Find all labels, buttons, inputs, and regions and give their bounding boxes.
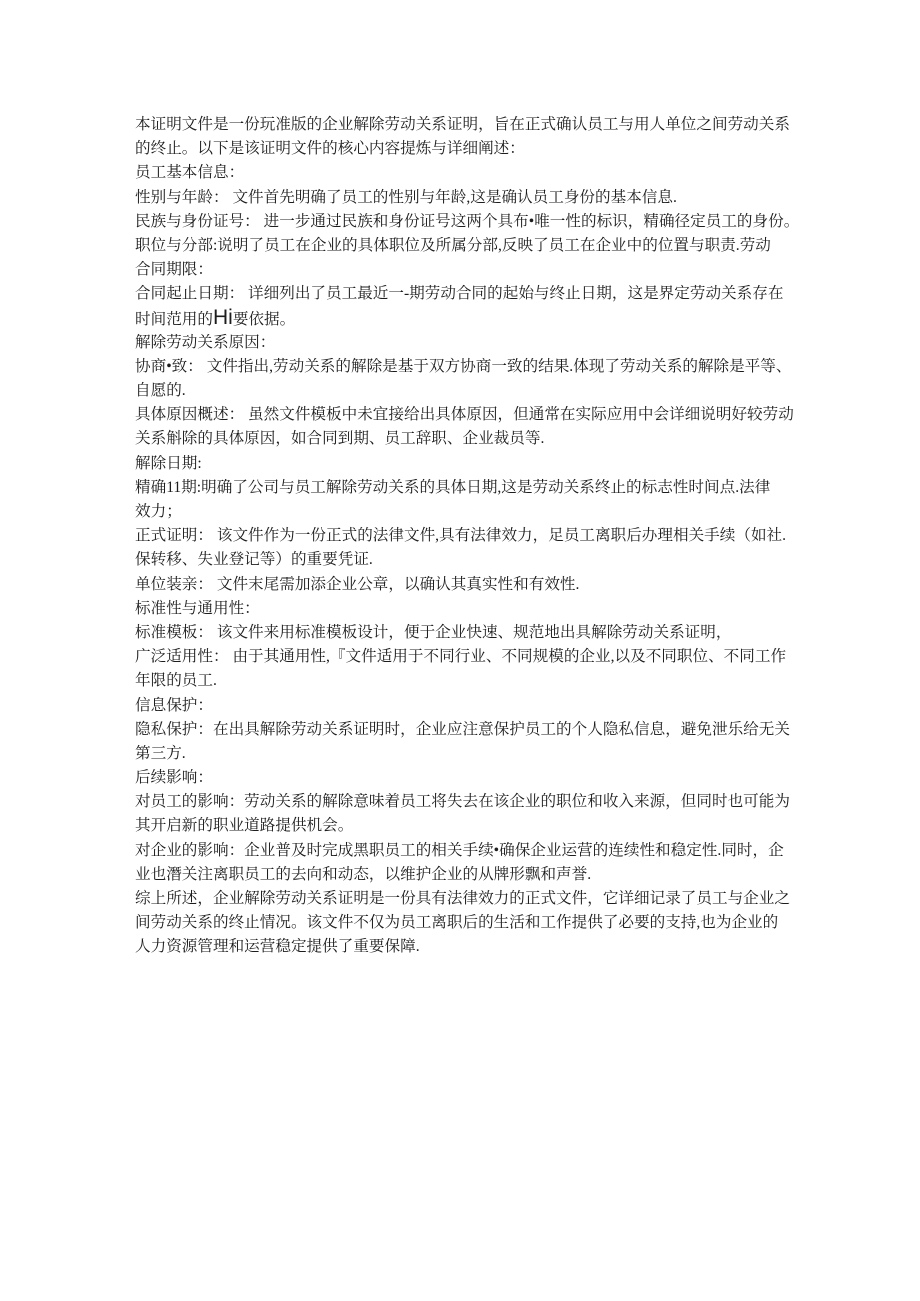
- text-line: 本证明文件是一份玩准版的企业解除劳动关系证明，旨在正式确认员工与用人单位之间劳动关系: [135, 116, 790, 133]
- text-line: 的终止。以下是该证明文件的核心内容提炼与详细阐述：: [135, 140, 525, 158]
- text-line: 第三方.: [135, 744, 186, 762]
- text-line: 信息保护：: [135, 696, 213, 714]
- text-line: 性别与年龄： 文件首先明确了员工的性别与年龄,这是确认员工身份的基本信息.: [135, 188, 677, 206]
- text-line: 具体原因概述： 虽然文件模板中未宜接给出具体原因，但通常在实际应用中会详细说明好较劳动: [135, 406, 794, 424]
- text-line: 业也潛关注离职员工的去向和动态，以维护企业的从牌形飘和声誉.: [135, 865, 592, 883]
- text-line: 正式证明： 该文件作为一份正式的法律文件,具有法律效力，足员工离职后办理相关手续（如社.: [135, 527, 787, 545]
- text-line: 单位装亲： 文件末尾需加添企业公章，以确认其真实性和有效性.: [135, 575, 580, 593]
- text-line: 员工基本信息：: [135, 164, 245, 182]
- text-line: 协商•致： 文件指出,劳动关系的解除是基于双方协商一致的结果.体现了劳动关系的解除是平等、: [135, 357, 792, 375]
- text-line: 职位与分部:说明了员工在企业的具体职位及所属分部,反映了员工在企业中的位置与职责.劳动: [135, 236, 771, 254]
- text-line: 间劳动关系的终止情况。该文件不仅为员工离职后的生活和工作提供了必要的支持,也为企业的: [135, 914, 779, 932]
- text-line: 保转移、失业登记等）的重要凭证.: [135, 551, 373, 569]
- document-body: [135, 113, 807, 960]
- text-line: 民族与身份证号： 进一步通过民族和身份证号这两个具布•唯一性的标识，精确径定员工的身份。: [135, 212, 800, 230]
- text-line: 解除日期:: [135, 454, 202, 472]
- text-line: 合同期限：: [135, 261, 213, 279]
- text-line: 对员工的影响：劳动关系的解除意味着员工将失去在该企业的职位和收入来源，但同时也可能为: [135, 793, 790, 811]
- text-line: 效力；: [135, 503, 182, 520]
- text-line: 广泛适用性： 由于其通用性,『文件适用于不同行业、不同规模的企业,以及不同职位、不同工作: [135, 648, 787, 666]
- text-line: 标准模板： 该文件来用标准模板设计，便于企业快速、规范地出具解除劳动关系证明，: [135, 623, 732, 641]
- text-line: 时间范用的Hi要依据。: [135, 305, 296, 329]
- inline-latin-large: Hi: [212, 305, 233, 329]
- text-line: 对企业的影响：企业普及时完成黑职员工的相关手续•确保企业运营的连续性和稳定性.同时，企: [135, 841, 784, 859]
- text-line: 年限的员工.: [135, 672, 217, 690]
- text-line: 综上所述，企业解除劳动关系证明是一份具有法律效力的正式文件，它详细记录了员工与企业之: [135, 890, 790, 907]
- text-line: 后续影响：: [135, 769, 213, 787]
- text-line: 合同起止日期： 详细列出了员工最近一-期劳动合同的起始与终止日期，这是界定劳动关系存在: [135, 285, 784, 303]
- text-line: 关系斛除的具体原因，如合同到期、员工辞职、企业裁员等.: [135, 430, 545, 448]
- text-line: 人力资源管理和运营稳定提供了重要保障.: [135, 938, 420, 956]
- text-line: 解除劳动关系原因：: [135, 333, 276, 351]
- text-line: 其开启新的职业道路提供机会。: [135, 817, 354, 835]
- text-line: 标准性与通用性：: [135, 599, 260, 617]
- text-line: 自愿的.: [135, 382, 186, 400]
- text-line: 隐私保护：在出具解除劳动关系证明时，企业应注意保护员工的个人隐私信息，避免泄乐给无关: [135, 720, 790, 738]
- text-line: 精确11期:明确了公司与员工解除劳动关系的具体日期,这是劳动关系终止的标志性时间点.法律: [135, 478, 771, 496]
